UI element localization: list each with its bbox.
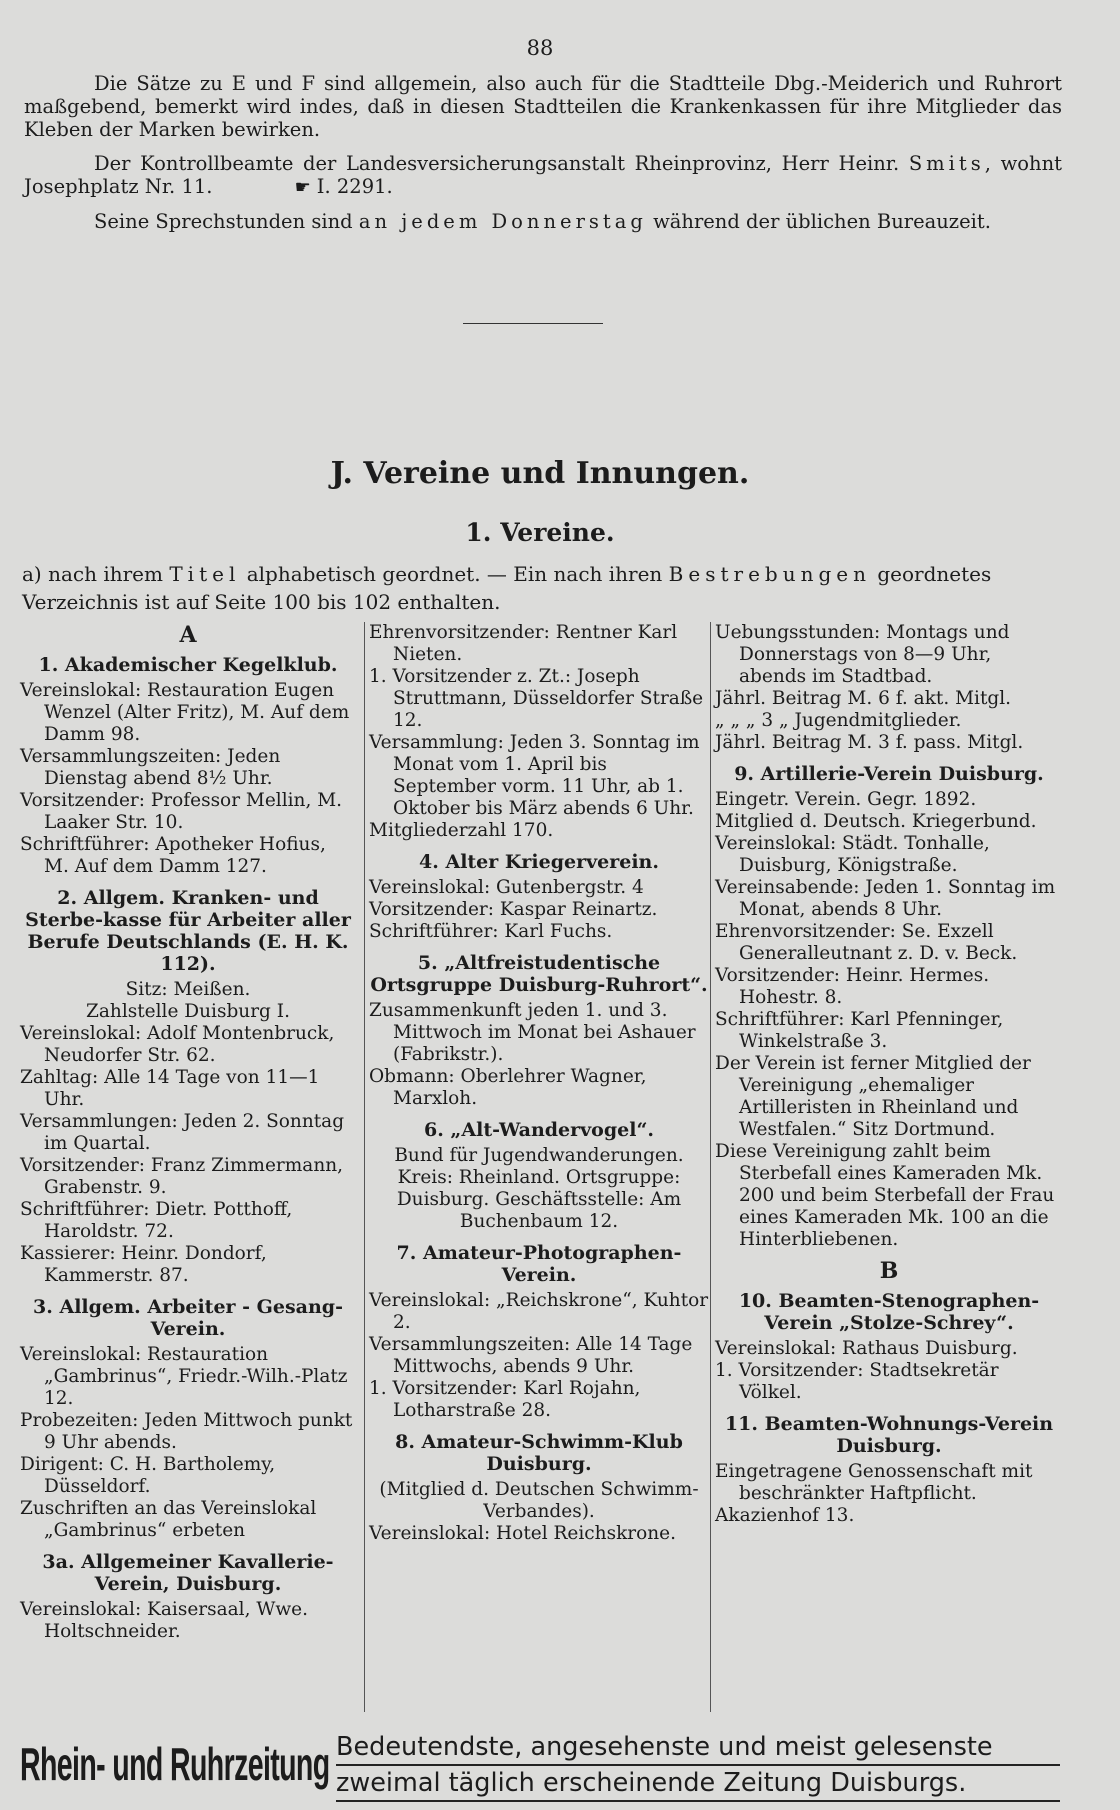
lead-c: geordnetes Verzeichnis ist auf Seite 100 bis 102 enthalten.: [22, 562, 992, 614]
ad-slogan: [336, 1730, 1060, 1802]
entry-body: [20, 1344, 356, 1542]
entry-line: Probezeiten: Jeden Mittwoch punkt 9 Uhr abends.: [20, 1410, 353, 1453]
entry-body: [20, 680, 356, 878]
entry-line: Schriftführer: Apotheker Hofius, M. Auf dem Damm 127.: [20, 834, 326, 877]
lead-titel: Titel: [169, 562, 241, 586]
section-subtitle: 1. Vereine.: [465, 518, 615, 547]
entry-line: Vorsitzender: Kaspar Reinartz.: [369, 899, 658, 920]
entry-title: 11. Beamten-Wohnungs-Verein Duisburg.: [724, 1413, 1054, 1457]
entry-line: Versammlung: Jeden 3. Sonntag im Monat vom 1. April bis September vorm. 11 Uhr, ab 1. Oktober bis März abends 6 Uhr.: [369, 732, 700, 819]
lead-a: a) nach ihrem: [22, 562, 163, 586]
entry-title: 8. Amateur-Schwimm-Klub Duisburg.: [395, 1431, 683, 1475]
entry-line: Zahltag: Alle 14 Tage von 11—1 Uhr.: [20, 1067, 320, 1110]
entry-line: 1. Vorsitzender: Stadtsekretär Völkel.: [715, 1360, 999, 1403]
intro-paragraph-3: [24, 210, 1062, 233]
entry-line: Schriftführer: Dietr. Potthoff, Haroldstr. 72.: [20, 1199, 293, 1242]
entry-body: [369, 877, 709, 943]
entry-title: 1. Akademischer Kegelklub.: [38, 654, 338, 676]
entry-title: 4. Alter Kriegerverein.: [419, 851, 659, 873]
entry-line: Schriftführer: Karl Fuchs.: [369, 921, 613, 942]
entry-body: [20, 979, 356, 1287]
entry-line: Vorsitzender: Heinr. Hermes. Hohestr. 8.: [715, 965, 990, 1008]
entry-line: Vorsitzender: Professor Mellin, M. Laaker Str. 10.: [20, 790, 343, 833]
intro-p3-end: während der üblichen Bureauzeit.: [653, 210, 991, 233]
entry-line: Jährl. Beitrag M. 3 f. pass. Mitgl.: [715, 732, 1024, 753]
entry-line: Vereinslokal: Hotel Reichskrone.: [369, 1523, 677, 1544]
column-1: [20, 622, 356, 1652]
intro-paragraph-2: [24, 152, 1062, 199]
entry-body: [715, 1338, 1063, 1404]
entry-line: Zusammenkunft jeden 1. und 3. Mittwoch im Monat bei Ashauer (Fabrikstr.).: [369, 1000, 696, 1065]
lead-bestrebungen: Bestrebungen: [668, 562, 871, 586]
entry-title: 9. Artillerie-Verein Duisburg.: [734, 763, 1044, 785]
intro-p2-address: , wohnt Josephplatz Nr. 11.: [24, 152, 1062, 198]
entry-line: Vereinslokal: Restauration „Gambrinus“, Friedr.-Wilh.-Platz 12.: [20, 1344, 348, 1409]
entry-title: 3. Allgem. Arbeiter - Gesang-Verein.: [33, 1296, 343, 1340]
entry-line: Versammlungen: Jeden 2. Sonntag im Quartal.: [20, 1111, 345, 1154]
entry-body: [715, 622, 1063, 754]
entry-line: Kassierer: Heinr. Dondorf, Kammerstr. 87.: [20, 1243, 267, 1286]
entry-line: Sitz: Meißen.: [125, 979, 251, 1000]
column-3: [710, 622, 1063, 1712]
page-number: 88: [526, 36, 554, 60]
entry-line: Mitgliederzahl 170.: [369, 820, 554, 841]
entry-line: Ehrenvorsitzender: Rentner Karl Nieten.: [369, 622, 678, 665]
section-title: J. Vereine und Innungen.: [330, 456, 750, 491]
entry-line: Vereinsabende: Jeden 1. Sonntag im Monat, abends 8 Uhr.: [715, 877, 1056, 920]
entry-body: [20, 1599, 356, 1643]
entry-body: [369, 1145, 709, 1233]
letter-heading-a: A: [179, 622, 197, 648]
letter-heading-b: B: [879, 1258, 899, 1284]
telephone-number: I. 2291.: [316, 175, 393, 198]
entry-line: Zahlstelle Duisburg I.: [86, 1001, 290, 1022]
entry-body: [369, 1290, 709, 1422]
entry-line: Vorsitzender: Franz Zimmermann, Grabenstr. 9.: [20, 1155, 344, 1198]
entry-body: [369, 1479, 709, 1545]
entry-line: Dirigent: C. H. Bartholemy, Düsseldorf.: [20, 1454, 276, 1497]
ad-newspaper-name: Rhein- und Ruhrzeitung: [20, 1738, 330, 1790]
entry-line: Vereinslokal: Adolf Montenbruck, Neudorfer Str. 62.: [20, 1023, 335, 1066]
entry-body: [715, 789, 1063, 1251]
entry-line: Vereinslokal: Restauration Eugen Wenzel (Alter Fritz), M. Auf dem Damm 98.: [20, 680, 350, 745]
entry-line: Obmann: Oberlehrer Wagner, Marxloh.: [369, 1066, 647, 1109]
section-lead: [22, 560, 1062, 616]
entry-body: [715, 1461, 1063, 1527]
entry-title: 3a. Allgemeiner Kavallerie-Verein, Duisburg.: [42, 1551, 334, 1595]
entry-title: 2. Allgem. Kranken- und Sterbe-kasse für Arbeiter aller Berufe Deutschlands (E. H. K. 112).: [25, 887, 351, 975]
entry-line: Ehrenvorsitzender: Se. Exzell Generalleutnant z. D. v. Beck.: [715, 921, 1018, 964]
ad-slogan-line-1: Bedeutendste, angesehenste und meist gelesenste: [336, 1730, 1060, 1766]
entry-line: Vereinslokal: Gutenbergstr. 4: [369, 877, 644, 898]
intro-paragraph-1: Die Sätze zu E und F sind allgemein, also auch für die Stadtteile Dbg.-Meiderich und Ruhrort maßgebend, bemerkt wird indes, daß in diesen Stadtteilen die Krankenkassen für ihre Mitglieder das Kleben der Marken bewirken.: [24, 72, 1062, 141]
entry-line: Vereinslokal: „Reichskrone“, Kuhtor 2.: [369, 1290, 709, 1333]
entry-line: Der Verein ist ferner Mitglied der Vereinigung „ehemaliger Artilleristen in Rheinland und Westfalen.“ Sitz Dortmund.: [715, 1053, 1031, 1140]
entry-line: Versammlungszeiten: Jeden Dienstag abend 8½ Uhr.: [20, 746, 281, 789]
entry-title: 6. „Alt-Wandervogel“.: [423, 1119, 654, 1141]
entry-line: 1. Vorsitzender z. Zt.: Joseph Struttmann, Düsseldorfer Straße 12.: [369, 666, 704, 731]
intro-p2-text: Der Kontrollbeamte der Landesversicherungsanstalt Rheinprovinz, Herr Heinr.: [94, 152, 900, 175]
entry-body: [369, 1000, 709, 1110]
entry-line: Jährl. Beitrag M. 6 f. akt. Mitgl.: [715, 688, 1012, 709]
entry-line: Eingetragene Genossenschaft mit beschränkter Haftpflicht.: [715, 1461, 1033, 1504]
entry-title: 5. „Altfreistudentische Ortsgruppe Duisburg-Ruhrort“.: [370, 952, 708, 996]
intro-p3-text: Seine Sprechstunden sind: [94, 210, 353, 233]
entry-line: Eingetr. Verein. Gegr. 1892.: [715, 789, 977, 810]
entry-title: 7. Amateur-Photographen-Verein.: [396, 1242, 682, 1286]
entry-line: Zuschriften an das Vereinslokal „Gambrinus“ erbeten: [20, 1498, 317, 1541]
column-2: [364, 622, 709, 1712]
telephone-hand-icon: ☛: [294, 177, 311, 198]
entry-line: Akazienhof 13.: [715, 1505, 855, 1526]
inspector-name: Smits: [908, 152, 985, 175]
intro-p3-emphasis: an jedem Donnerstag: [358, 210, 647, 233]
entry-line: 1. Vorsitzender: Karl Rojahn, Lotharstraße 28.: [369, 1378, 641, 1421]
ad-slogan-line-2: zweimal täglich erscheinende Zeitung Duisburgs.: [336, 1766, 1060, 1802]
entry-line: Versammlungszeiten: Alle 14 Tage Mittwochs, abends 9 Uhr.: [369, 1334, 693, 1377]
divider-rule: [463, 323, 603, 324]
entry-line: (Mitglied d. Deutschen Schwimm-Verbandes).: [379, 1479, 699, 1522]
entry-line: Vereinslokal: Rathaus Duisburg.: [715, 1338, 1018, 1359]
entry-line: Vereinslokal: Kaisersaal, Wwe. Holtschneider.: [20, 1599, 309, 1642]
newspaper-advertisement: [20, 1722, 1060, 1802]
entry-line: Diese Vereinigung zahlt beim Sterbefall eines Kameraden Mk. 200 und beim Sterbefall der Frau eines Kameraden Mk. 100 an die Hinterbliebenen.: [715, 1141, 1055, 1250]
entry-line: „ „ „ 3 „ Jugendmitglieder.: [715, 710, 962, 731]
lead-b: alphabetisch geordnet. — Ein nach ihren: [246, 562, 663, 586]
intro-block: [24, 72, 1062, 244]
entry-title: 10. Beamten-Stenographen-Verein „Stolze-Schrey“.: [738, 1290, 1040, 1334]
entry-line: Vereinslokal: Städt. Tonhalle, Duisburg, Königstraße.: [715, 833, 990, 876]
entry-body: [369, 622, 709, 842]
entry-line: Uebungsstunden: Montags und Donnerstags von 8—9 Uhr, abends im Stadtbad.: [715, 622, 1010, 687]
entry-line: Schriftführer: Karl Pfenninger, Winkelstraße 3.: [715, 1009, 1004, 1052]
entry-line: Bund für Jugendwanderungen. Kreis: Rheinland. Ortsgruppe: Duisburg. Geschäftsstelle: Am Buchenbaum 12.: [394, 1145, 684, 1232]
entry-line: Mitglied d. Deutsch. Kriegerbund.: [715, 811, 1037, 832]
